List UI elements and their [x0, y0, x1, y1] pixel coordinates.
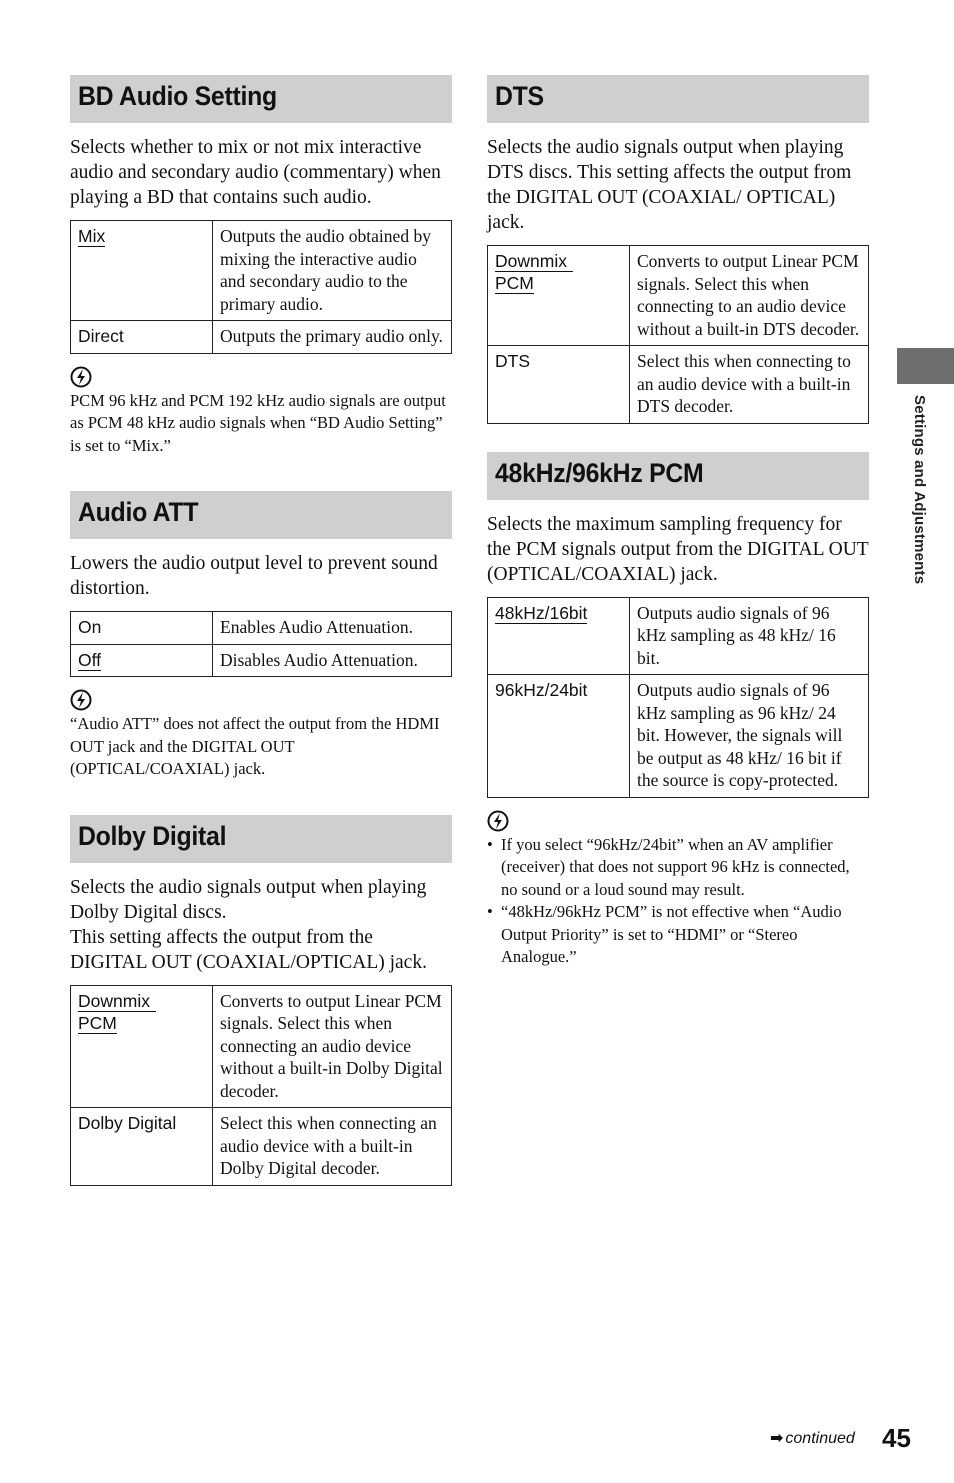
- section-heading-48khz-96khz-pcm: 48kHz/96kHz PCM: [487, 452, 869, 500]
- table-row: [488, 675, 869, 798]
- dolby-digital-description-2: This setting affects the output from the DIGITAL OUT (COAXIAL/OPTICAL) jack.: [70, 926, 427, 973]
- option-dts: DTS: [488, 346, 630, 424]
- list-item: • “48kHz/96kHz PCM” is not effective when “Audio Output Priority” is set to “HDMI” or “Stereo Analogue.”: [487, 901, 869, 969]
- option-mix: Mix: [78, 226, 106, 246]
- option-mix-description: Outputs the audio obtained by mixing the interactive audio and secondary audio to the primary audio.: [213, 221, 452, 321]
- bd-audio-setting-description: Selects whether to mix or not mix interactive audio and secondary audio (commentary) when playing a BD that contains such audio.: [70, 137, 441, 208]
- pcm-notes-list: [487, 834, 869, 969]
- hint-icon: [70, 366, 92, 388]
- option-downmix-pcm-description: Converts to output Linear PCM signals. Select this when connecting to an audio device without a built-in DTS decoder.: [630, 246, 869, 346]
- page-number: 45: [882, 1423, 911, 1453]
- option-downmix-pcm-line2: PCM: [495, 273, 534, 293]
- left-column: [70, 75, 452, 1186]
- table-row: [71, 221, 452, 321]
- arrow-right-icon: ➡: [770, 1430, 784, 1447]
- pcm-description: Selects the maximum sampling frequency for the PCM signals output from the DIGITAL OUT (OPTICAL/COAXIAL) jack.: [487, 513, 869, 585]
- dolby-digital-description: Selects the audio signals output when playing Dolby Digital discs.: [70, 876, 427, 923]
- option-96khz-24bit-description: Outputs audio signals of 96 kHz sampling as 96 kHz/ 24 bit. However, the signals will be output as 48 kHz/ 16 bit if the source is copy-protected.: [630, 675, 869, 798]
- option-off-description: Disables Audio Attenuation.: [213, 644, 452, 677]
- option-downmix-pcm-line1: Downmix: [78, 991, 156, 1012]
- hint-icon: [70, 689, 92, 711]
- option-48khz-16bit-description: Outputs audio signals of 96 kHz sampling as 48 kHz/ 16 bit.: [630, 597, 869, 675]
- table-row: [71, 1108, 452, 1186]
- option-96khz-24bit: 96kHz/24bit: [488, 675, 630, 798]
- section-heading-bd-audio-setting: BD Audio Setting: [70, 75, 452, 123]
- option-dts-description: Select this when connecting to an audio device with a built-in DTS decoder.: [630, 346, 869, 424]
- side-tab-marker: [897, 348, 954, 384]
- table-row: [71, 612, 452, 645]
- option-dolby-digital: Dolby Digital: [71, 1108, 213, 1186]
- table-row: [488, 246, 869, 346]
- right-column: [487, 75, 869, 969]
- dolby-digital-options-table: [70, 985, 452, 1186]
- option-on-description: Enables Audio Attenuation.: [213, 612, 452, 645]
- audio-att-options-table: [70, 611, 452, 677]
- table-row: [71, 321, 452, 354]
- bd-audio-setting-options-table: [70, 220, 452, 354]
- option-off: Off: [78, 649, 102, 670]
- option-downmix-pcm-line1: Downmix: [495, 251, 573, 272]
- continued-indicator: [770, 1428, 855, 1448]
- option-direct: Direct: [71, 321, 213, 354]
- section-heading-dolby-digital: Dolby Digital: [70, 815, 452, 863]
- audio-att-description: Lowers the audio output level to prevent sound distortion.: [70, 553, 438, 599]
- dts-options-table: [487, 245, 869, 424]
- section-heading-audio-att: Audio ATT: [70, 491, 452, 539]
- section-heading-dts: DTS: [487, 75, 869, 123]
- hint-icon: [487, 810, 509, 832]
- table-row: [71, 644, 452, 677]
- continued-label: continued: [785, 1430, 855, 1447]
- table-row: [71, 985, 452, 1108]
- option-48khz-16bit: 48kHz/16bit: [495, 602, 588, 623]
- table-row: [488, 346, 869, 424]
- table-row: [488, 597, 869, 675]
- option-direct-description: Outputs the primary audio only.: [213, 321, 452, 354]
- bd-audio-setting-note: PCM 96 kHz and PCM 192 kHz audio signals are output as PCM 48 kHz audio signals when “BD Audio Setting” is set to “Mix.”: [70, 390, 446, 455]
- audio-att-note: “Audio ATT” does not affect the output from the HDMI OUT jack and the DIGITAL OUT (OPTICAL/COAXIAL) jack.: [70, 714, 440, 778]
- option-on: On: [71, 612, 213, 645]
- dts-description: Selects the audio signals output when playing DTS discs. This setting affects the output from the DIGITAL OUT (COAXIAL/ OPTICAL) jack.: [487, 137, 852, 233]
- side-section-label: Settings and Adjustments: [911, 395, 928, 585]
- pcm-options-table: [487, 597, 869, 798]
- list-item: • If you select “96kHz/24bit” when an AV amplifier (receiver) that does not support 96 kHz is connected, no sound or a loud sound may result.: [487, 834, 869, 902]
- option-dolby-digital-description: Select this when connecting an audio device with a built-in Dolby Digital decoder.: [213, 1108, 452, 1186]
- option-downmix-pcm-description: Converts to output Linear PCM signals. Select this when connecting an audio device without a built-in Dolby Digital decoder.: [213, 985, 452, 1108]
- option-downmix-pcm-line2: PCM: [78, 1012, 117, 1033]
